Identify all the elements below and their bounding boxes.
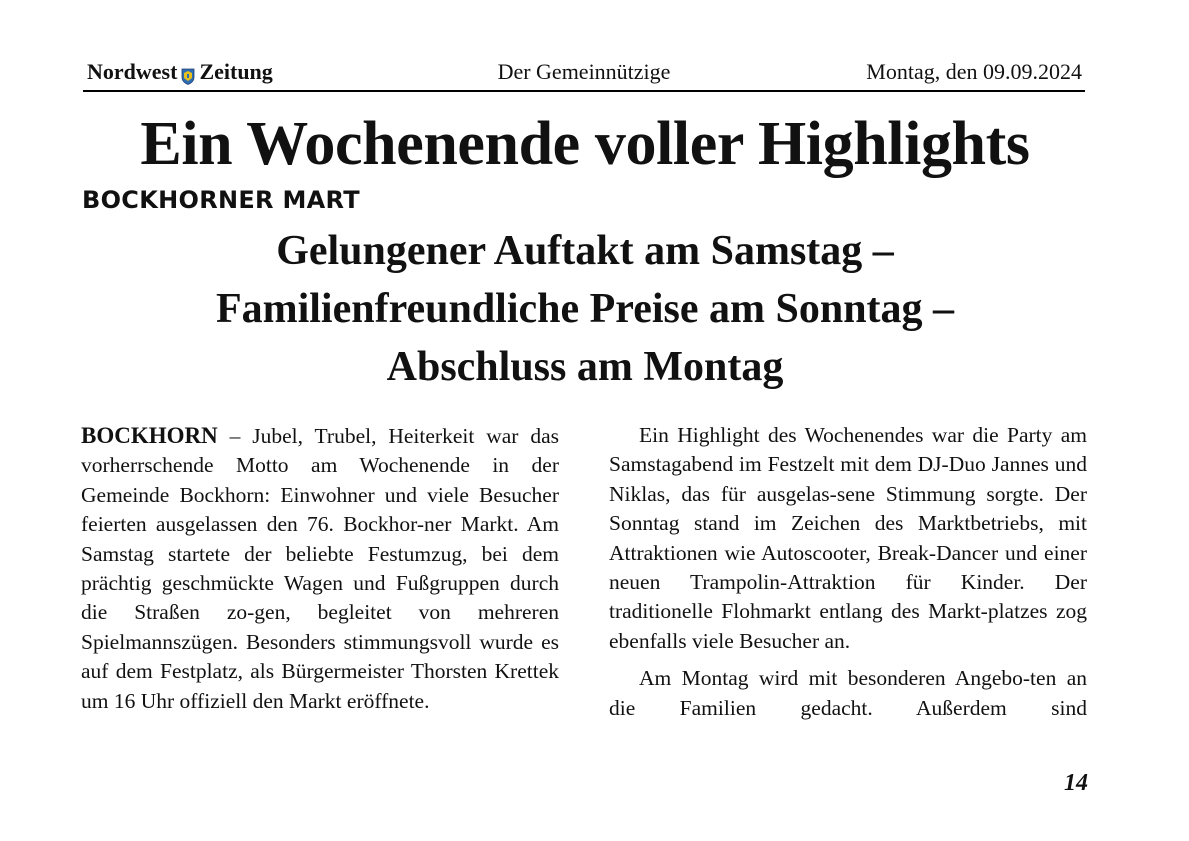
subhead-line-1: Gelungener Auftakt am Samstag – [276, 228, 894, 274]
headline: Ein Wochenende voller Highlights [140, 110, 1030, 178]
section-title: Der Gemeinnützige [497, 59, 671, 84]
subhead-line-3: Abschluss am Montag [386, 344, 784, 390]
article-paragraph: Ein Highlight des Wochenendes war die Party am Samstagabend im Festzelt mit dem DJ-Duo Jannes und Niklas, das für ausgelas-sene Stimmung sorgte. Der Sonntag stand im Zeichen des Marktbetriebs, mit Attraktionen wie Autoscooter, Break-Dancer und einer neuen Trampolin-Attraktion für Kinder. Der traditionelle Flohmarkt entlang des Markt-platzes zog ebenfalls viele Besucher an. [609, 423, 1087, 653]
page-number: 14 [1064, 770, 1088, 796]
issue-date: Montag, den 09.09.2024 [866, 59, 1082, 84]
brand-name-left: Nordwest [87, 59, 178, 84]
subhead-line-2: Familienfreundliche Preise am Sonntag – [215, 286, 955, 332]
brand-name-right: Zeitung [199, 59, 273, 84]
column-1-text: – Jubel, Trubel, Heiterkeit war das vorherrschende Motto am Wochenende in der Gemeinde Bockhorn: Einwohner und viele Besucher feierten ausgelassen den 76. Bockhor-ner Markt. Am Samstag startete der beliebte Festumzug, bei dem prächtig geschmückte Wagen und Fußgruppen durch die Straßen zo-gen, begleitet von mehreren Spielmannszügen. Besonders stimmungsvoll wurde es auf dem Festplatz, als Bürgermeister Thorsten Krettek um 16 Uhr offiziell den Markt eröffnete. [81, 424, 559, 713]
article-paragraph: Am Montag wird mit besonderen Angebo-ten an die Familien gedacht. Außerdem sind [609, 666, 1087, 720]
masthead [83, 58, 1085, 92]
article-paragraph [81, 421, 559, 716]
kicker: BOCKHORNER MART [82, 186, 360, 214]
dateline: BOCKHORN [81, 423, 218, 448]
article-column-1 [81, 421, 559, 716]
article-column-2 [609, 421, 1087, 723]
subheadline [83, 222, 1087, 396]
